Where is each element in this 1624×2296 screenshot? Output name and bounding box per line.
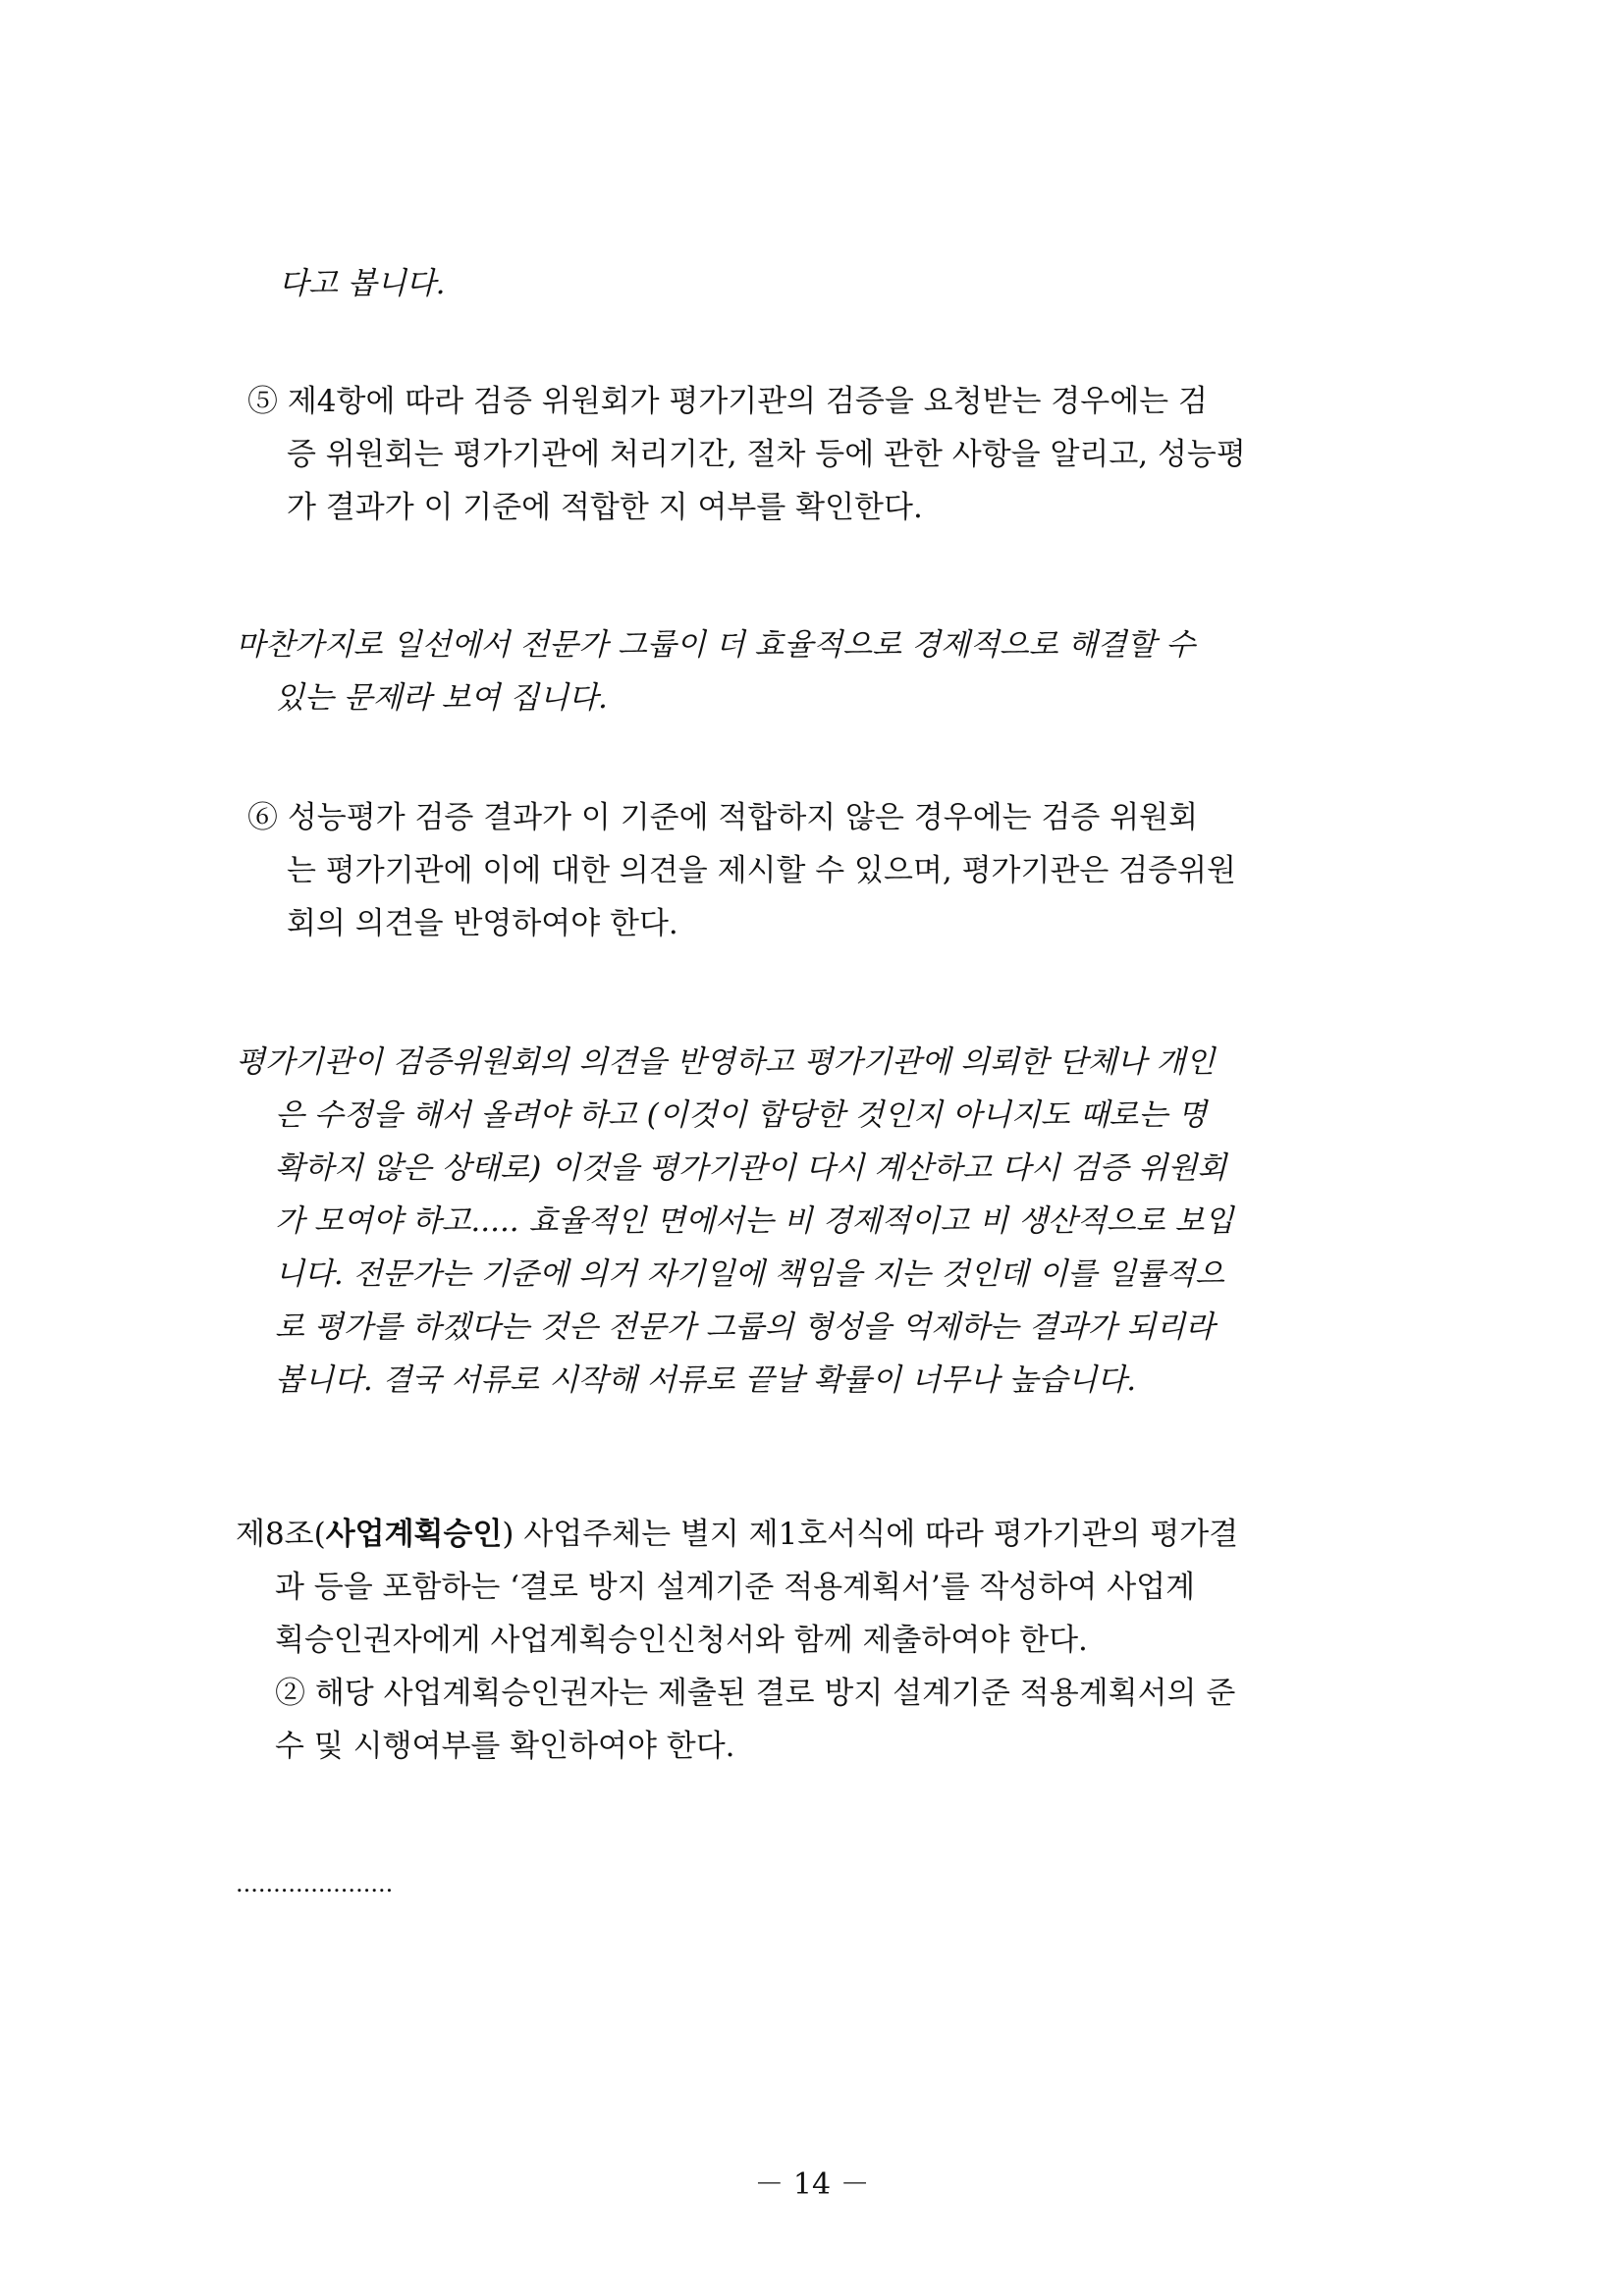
comment-line: 있는 문제라 보여 집니다. (275, 680, 608, 716)
comment-continuation (279, 257, 1447, 310)
comment-line: 로 평가를 하겠다는 것은 전문가 그룹의 형성을 억제하는 결과가 되리라 (275, 1309, 1216, 1345)
comment-1 (236, 618, 1404, 724)
article-number: 제8조( (236, 1517, 326, 1552)
comment-line: 가 모여야 하고..... 효율적인 면에서는 비 경제적이고 비 생산적으로 보입 (275, 1203, 1234, 1239)
clause-6 (247, 791, 1404, 950)
article-title: 사업계획승인 (325, 1517, 503, 1552)
comment-line: 은 수정을 해서 올려야 하고 (이것이 합당한 것인지 아니지도 때로는 명 (275, 1097, 1208, 1133)
clause-line: 가 결과가 이 기준에 적합한 지 여부를 확인한다. (287, 490, 923, 525)
clause-line: 는 평가기관에 이에 대한 의견을 제시할 수 있으며, 평가기관은 검증위원 (287, 853, 1236, 888)
article-text: ) 사업주체는 별지 제1호서식에 따라 평가기관의 평가결 (502, 1517, 1239, 1552)
comment-line: 봅니다. 결국 서류로 시작해 서류로 끝날 확률이 너무나 높습니다. (275, 1362, 1137, 1398)
article-heading-line (236, 1508, 1404, 1561)
clause-line: ⑤ 제4항에 따라 검증 위원회가 평가기관의 검증을 요청받는 경우에는 검 (247, 384, 1208, 419)
comment-line: 확하지 않은 상태로) 이것을 평가기관이 다시 계산하고 다시 검증 위원회 (275, 1150, 1227, 1186)
article-subclause-line: 수 및 시행여부를 확인하여야 한다. (275, 1729, 735, 1764)
ellipsis-separator: ..................... (236, 1870, 394, 1897)
clause-line: 회의 의견을 반영하여야 한다. (287, 906, 678, 941)
clause-line: ⑥ 성능평가 검증 결과가 이 기준에 적합하지 않은 경우에는 검증 위원회 (247, 800, 1199, 835)
comment-line: 니다. 전문가는 기준에 의거 자기일에 책임을 지는 것인데 이를 일률적으 (275, 1256, 1224, 1292)
clause-5 (247, 375, 1404, 534)
comment-line: 다고 봅니다. (279, 266, 446, 301)
article-8 (236, 1508, 1404, 1773)
comment-line: 평가기관이 검증위원회의 의견을 반영하고 평가기관에 의뢰한 단체나 개인 (236, 1044, 1216, 1080)
article-line: 획승인권자에게 사업계획승인신청서와 함께 제출하여야 한다. (275, 1623, 1088, 1658)
clause-line: 증 위원회는 평가기관에 처리기간, 절차 등에 관한 사항을 알리고, 성능평 (287, 437, 1246, 472)
article-subclause-line: ② 해당 사업계획승인권자는 제출된 결로 방지 설계기준 적용계획서의 준 (275, 1676, 1236, 1711)
article-line: 과 등을 포함하는 ‘결로 방지 설계기준 적용계획서’를 작성하여 사업계 (275, 1570, 1196, 1605)
comment-2 (236, 1036, 1404, 1407)
comment-line: 마찬가지로 일선에서 전문가 그룹이 더 효율적으로 경제적으로 해결할 수 (236, 627, 1196, 663)
page-number: － 14 － (754, 2167, 870, 2202)
